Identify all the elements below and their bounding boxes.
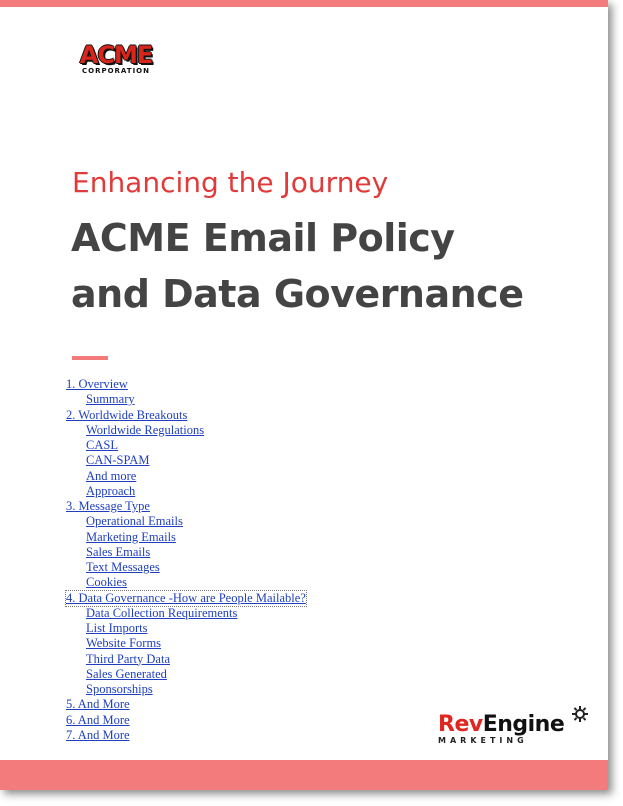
toc-link-sponsorships[interactable]: Sponsorships — [86, 682, 153, 696]
toc-link-text-messages[interactable]: Text Messages — [86, 560, 160, 574]
page-title — [71, 210, 523, 322]
page-title-line-2: and Data Governance — [71, 272, 524, 316]
revengine-logo-wordmark — [438, 712, 564, 738]
toc-link-data-governance[interactable]: 4. Data Governance -How are People Mailable? — [66, 590, 306, 605]
toc-link-website-forms[interactable]: Website Forms — [86, 636, 162, 651]
toc-link-and-more-7[interactable]: 7. And More — [66, 727, 130, 742]
revengine-logo-engine: Engine — [482, 712, 565, 737]
gear-icon — [572, 706, 588, 722]
toc-link-worldwide-regulations[interactable]: Worldwide Regulations — [86, 422, 205, 437]
toc-link-message-type[interactable]: 3. Message Type — [66, 499, 150, 513]
toc-link-can-spam[interactable]: CAN-SPAM — [86, 453, 150, 468]
toc-link-list-imports[interactable]: List Imports — [86, 621, 148, 635]
acme-logo-text: ACME — [79, 41, 153, 69]
toc-link-and-more-6[interactable]: 6. And More — [66, 712, 130, 727]
revengine-logo — [438, 712, 598, 748]
toc-link-casl[interactable]: CASL — [86, 438, 118, 452]
toc-link-sales-generated[interactable]: Sales Generated — [86, 666, 167, 681]
toc-link-data-collection-requirements[interactable]: Data Collection Requirements — [86, 605, 238, 620]
toc-link-sales-emails[interactable]: Sales Emails — [86, 544, 151, 559]
acme-logo — [74, 42, 158, 78]
revengine-logo-subtext: MARKETING — [438, 736, 528, 745]
toc-link-and-more-5[interactable]: 5. And More — [66, 697, 130, 712]
toc-link-and-more[interactable]: And more — [86, 468, 137, 483]
toc-link-third-party-data[interactable]: Third Party Data — [86, 651, 171, 666]
revengine-logo-rev: Rev — [438, 712, 483, 737]
page-subtitle: Enhancing the Journey — [72, 166, 389, 199]
top-accent-band — [0, 0, 608, 7]
acme-logo-subtext: CORPORATION — [81, 67, 150, 75]
toc-link-worldwide-breakouts[interactable]: 2. Worldwide Breakouts — [66, 407, 188, 422]
table-of-contents — [66, 377, 306, 743]
toc-link-approach[interactable]: Approach — [86, 483, 136, 498]
page-title-line-1: ACME Email Policy — [71, 216, 455, 260]
toc-link-summary[interactable]: Summary — [86, 392, 135, 407]
title-accent-divider — [72, 356, 108, 360]
toc-link-marketing-emails[interactable]: Marketing Emails — [86, 529, 176, 544]
toc-link-overview[interactable]: 1. Overview — [66, 377, 128, 391]
toc-link-operational-emails[interactable]: Operational Emails — [86, 514, 183, 529]
bottom-accent-band — [0, 760, 608, 790]
toc-link-cookies[interactable]: Cookies — [86, 575, 127, 590]
